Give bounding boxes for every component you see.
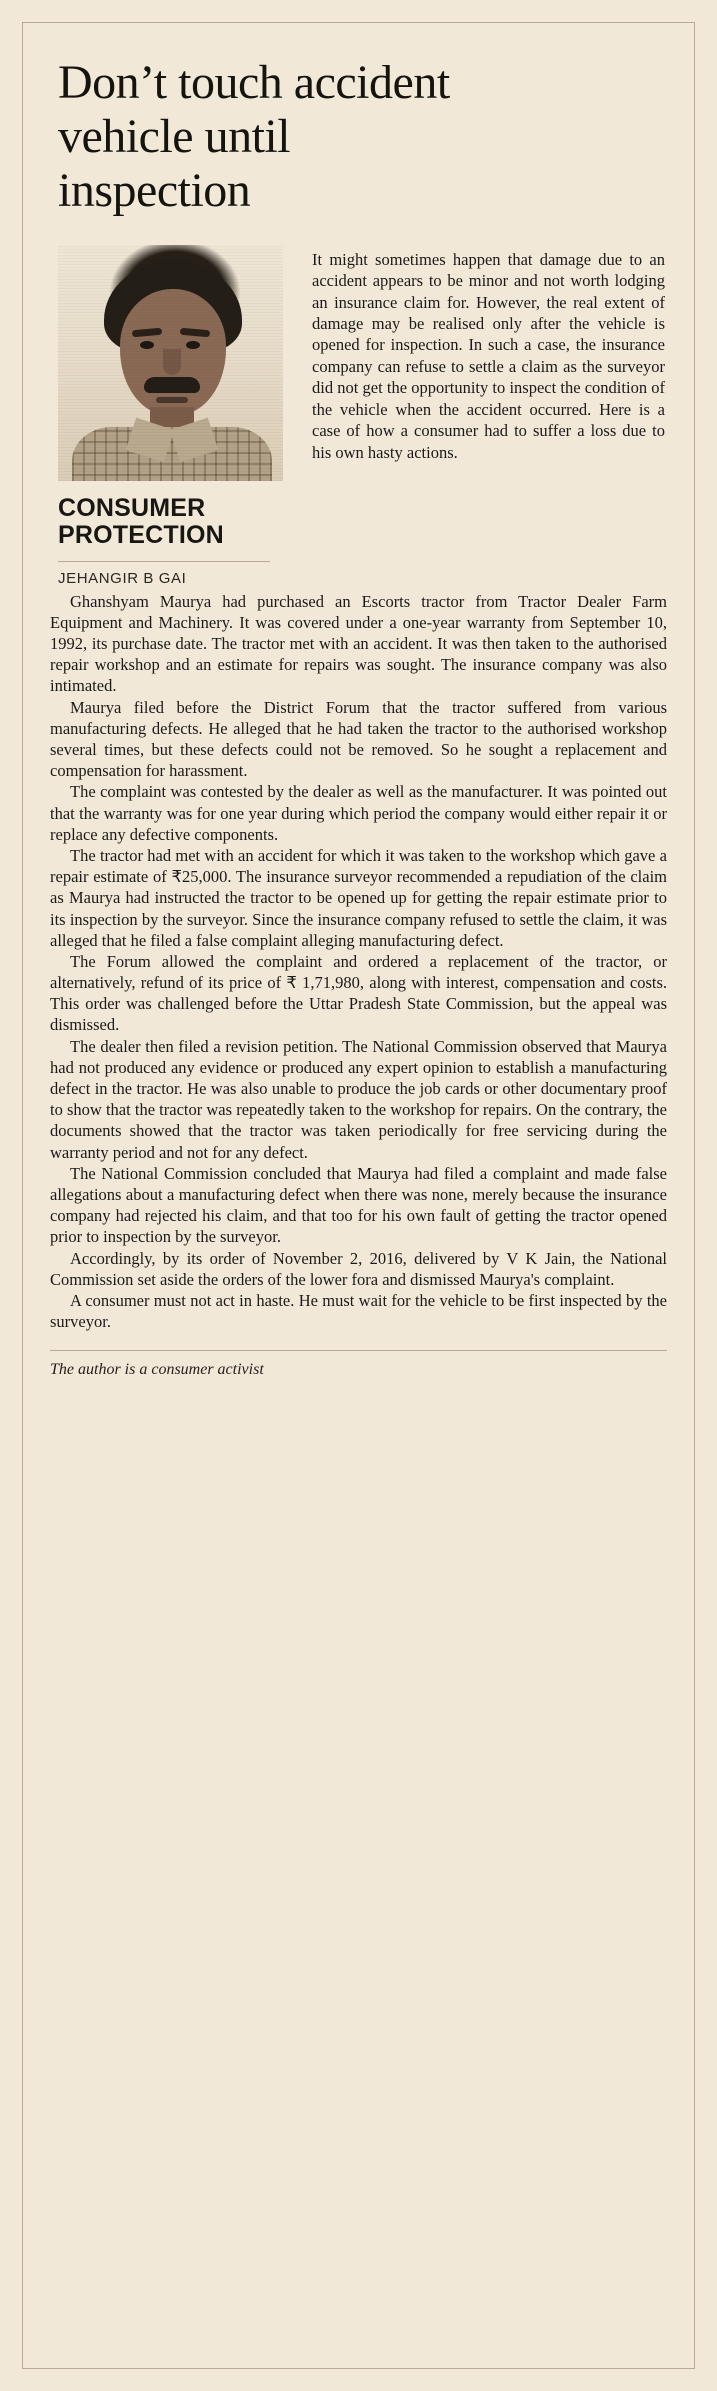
intro-paragraph: It might sometimes happen that damage due to an accident appears to be minor and not worth lodging an insurance claim for. However, the real extent of damage may be realised only after the vehicle is opened for inspection. In such a case, the insurance company can refuse to settle a claim as the surveyor did not get the opportunity to inspect the condition of the vehicle when the accident occurred. Here is a case of how a consumer had to suffer a loss due to his own hasty actions. <box>312 249 665 462</box>
byline-divider <box>58 561 270 562</box>
portrait-texture <box>58 245 283 481</box>
paragraph: Maurya filed before the District Forum that the tractor suffered from various manufacturing defects. He alleged that he had taken the tractor to the authorised workshop several times, but these defects could not be removed. So he sought a replacement and compensation for harassment. <box>50 697 667 781</box>
article-paragraphs <box>50 591 667 1333</box>
paragraph: The dealer then filed a revision petition. The National Commission observed that Maurya had not produced any evidence or produced any expert opinion to establish a manufacturing defect in the tractor. He was also unable to produce the job cards or other documentary proof to show that the tractor was repeatedly taken to the workshop for repairs. On the contrary, the documents showed that the tractor was taken periodically for free servicing during the warranty period and not for any defect. <box>50 1036 667 1162</box>
column-title <box>58 495 298 549</box>
paragraph: The tractor had met with an accident for which it was taken to the workshop which gave a repair estimate of ₹25,000. The insurance surveyor recommended a repudiation of the claim as Maurya had instructed the tractor to be opened up for getting the repair estimate prior to its inspection by the surveyor. Since the insurance company refused to settle the claim, it was alleged that he filed a false complaint alleging manufacturing defect. <box>50 845 667 950</box>
article-top-block <box>50 245 667 587</box>
portrait-image <box>58 245 283 481</box>
author-portrait <box>58 245 283 481</box>
author-note: The author is a consumer activist <box>50 1361 264 1379</box>
article-body-container <box>26 28 691 1393</box>
column-title-line-2: PROTECTION <box>58 520 224 549</box>
paragraph: Ghanshyam Maurya had purchased an Escorts tractor from Tractor Dealer Farm Equipment and Machinery. It was covered under a one-year warranty from September 10, 1992, its purchase date. The tractor met with an accident. It was then taken to the authorised repair workshop and an estimate for repairs was sought. The insurance company was also intimated. <box>50 591 667 696</box>
paragraph: The complaint was contested by the dealer as well as the manufacturer. It was pointed out that the warranty was for one year during which period the company would either repair it or replace any defective components. <box>50 782 667 844</box>
column-title-line-1: CONSUMER <box>58 493 206 522</box>
paragraph: A consumer must not act in haste. He must wait for the vehicle to be first inspected by the surveyor. <box>50 1290 667 1332</box>
column-masthead <box>50 245 298 587</box>
byline: JEHANGIR B GAI <box>58 569 187 587</box>
paragraph: The Forum allowed the complaint and ordered a replacement of the tractor, or alternatively, refund of its price of ₹ 1,71,980, along with interest, compensation and costs. This order was challenged before the Uttar Pradesh State Commission, but the appeal was dismissed. <box>50 951 667 1035</box>
paragraph: Accordingly, by its order of November 2, 2016, delivered by V K Jain, the National Commission set aside the orders of the lower fora and dismissed Maurya's complaint. <box>50 1248 667 1289</box>
footer-divider <box>50 1350 667 1351</box>
paragraph: The National Commission concluded that Maurya had filed a complaint and made false allegations about a manufacturing defect when there was none, merely because the insurance company had rejected his claim, and that too for his own fault of getting the tractor opened prior to inspection by the surveyor. <box>50 1163 667 1247</box>
page-title: Don’t touch accident vehicle until inspection <box>58 56 450 218</box>
intro-column <box>312 245 667 463</box>
